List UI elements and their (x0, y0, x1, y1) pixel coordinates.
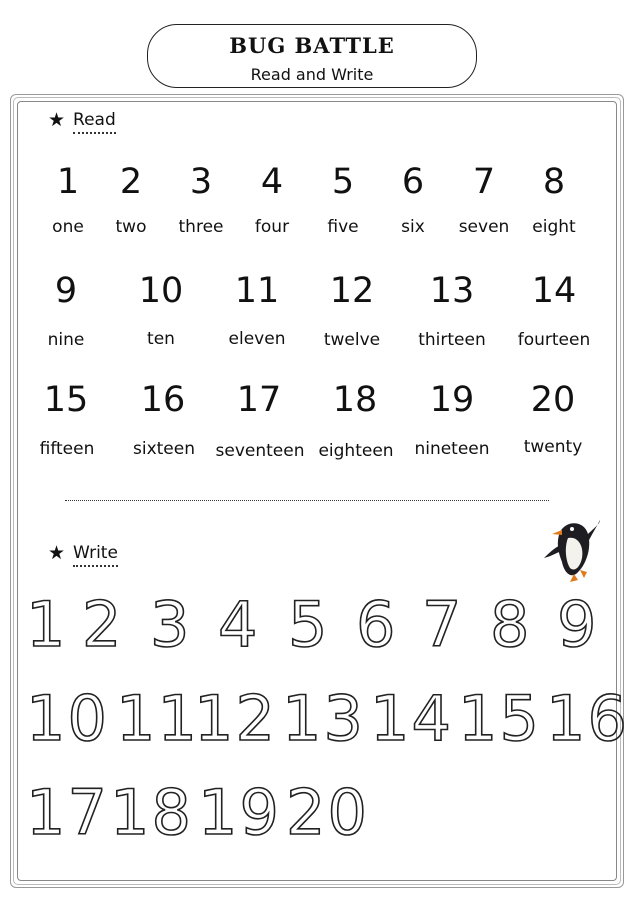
tracing-number[interactable]: 7 (422, 588, 464, 661)
tracing-number[interactable]: 9 (557, 588, 599, 661)
read-word: twelve (323, 330, 381, 350)
read-word: thirteen (418, 330, 486, 350)
read-number: 5 (331, 162, 355, 202)
read-number: 11 (234, 271, 280, 311)
read-number: 16 (140, 380, 186, 420)
tracing-number[interactable]: 20 (286, 776, 369, 849)
tracing-number[interactable]: 13 (282, 682, 365, 755)
page-border-inner (17, 101, 617, 881)
worksheet-subtitle: Read and Write (250, 65, 374, 84)
tracing-number[interactable]: 15 (458, 682, 541, 755)
read-word: eight (532, 217, 576, 237)
read-section-heading (48, 109, 116, 131)
read-word: six (401, 217, 425, 237)
read-word: seventeen (215, 441, 305, 461)
read-number: 3 (189, 162, 213, 202)
section-divider (65, 500, 549, 501)
write-section-heading (48, 542, 118, 564)
read-word: two (115, 217, 147, 237)
read-word: sixteen (133, 439, 195, 459)
tracing-number[interactable]: 19 (198, 776, 281, 849)
worksheet-header (147, 24, 477, 88)
read-number: 4 (260, 162, 284, 202)
read-number: 8 (542, 162, 566, 202)
read-number: 13 (429, 271, 475, 311)
read-word: one (52, 217, 84, 237)
read-number: 2 (119, 162, 143, 202)
tracing-number[interactable]: 6 (356, 588, 398, 661)
tracing-number[interactable]: 11 (116, 682, 199, 755)
read-word: nine (47, 330, 85, 350)
read-number: 20 (530, 380, 576, 420)
tracing-number[interactable]: 12 (194, 682, 277, 755)
read-number: 6 (401, 162, 425, 202)
read-label: Read (73, 110, 116, 134)
read-number: 18 (332, 380, 378, 420)
read-word: four (254, 217, 290, 237)
read-word: five (327, 217, 359, 237)
read-word: nineteen (414, 439, 490, 459)
read-number: 14 (531, 271, 577, 311)
read-word: fifteen (39, 439, 95, 459)
read-number: 19 (429, 380, 475, 420)
tracing-number[interactable]: 10 (26, 682, 109, 755)
star-icon: ★ (48, 109, 66, 131)
read-number: 9 (54, 271, 78, 311)
read-number: 1 (56, 162, 80, 202)
read-number: 10 (138, 271, 184, 311)
worksheet-title: BUG BATTLE (229, 33, 395, 58)
tracing-number[interactable]: 14 (370, 682, 453, 755)
read-number: 7 (472, 162, 496, 202)
tracing-number[interactable]: 16 (546, 682, 629, 755)
write-label: Write (73, 543, 118, 567)
tracing-number[interactable]: 1 (26, 588, 68, 661)
tracing-number[interactable]: 8 (490, 588, 532, 661)
read-word: seven (458, 217, 510, 237)
star-icon: ★ (48, 542, 66, 564)
read-word: fourteen (517, 330, 591, 350)
read-number: 15 (43, 380, 89, 420)
penguin-icon (540, 512, 602, 584)
read-word: ten (147, 329, 175, 349)
read-number: 12 (329, 271, 375, 311)
tracing-number[interactable]: 3 (150, 588, 192, 661)
tracing-number[interactable]: 5 (288, 588, 330, 661)
read-number: 17 (236, 380, 282, 420)
read-word: eleven (228, 329, 286, 349)
tracing-number[interactable]: 18 (110, 776, 193, 849)
tracing-number[interactable]: 2 (82, 588, 124, 661)
tracing-number[interactable]: 4 (218, 588, 260, 661)
read-word: twenty (523, 437, 583, 457)
read-word: eighteen (318, 441, 394, 461)
read-word: three (178, 217, 224, 237)
tracing-number[interactable]: 17 (26, 776, 109, 849)
